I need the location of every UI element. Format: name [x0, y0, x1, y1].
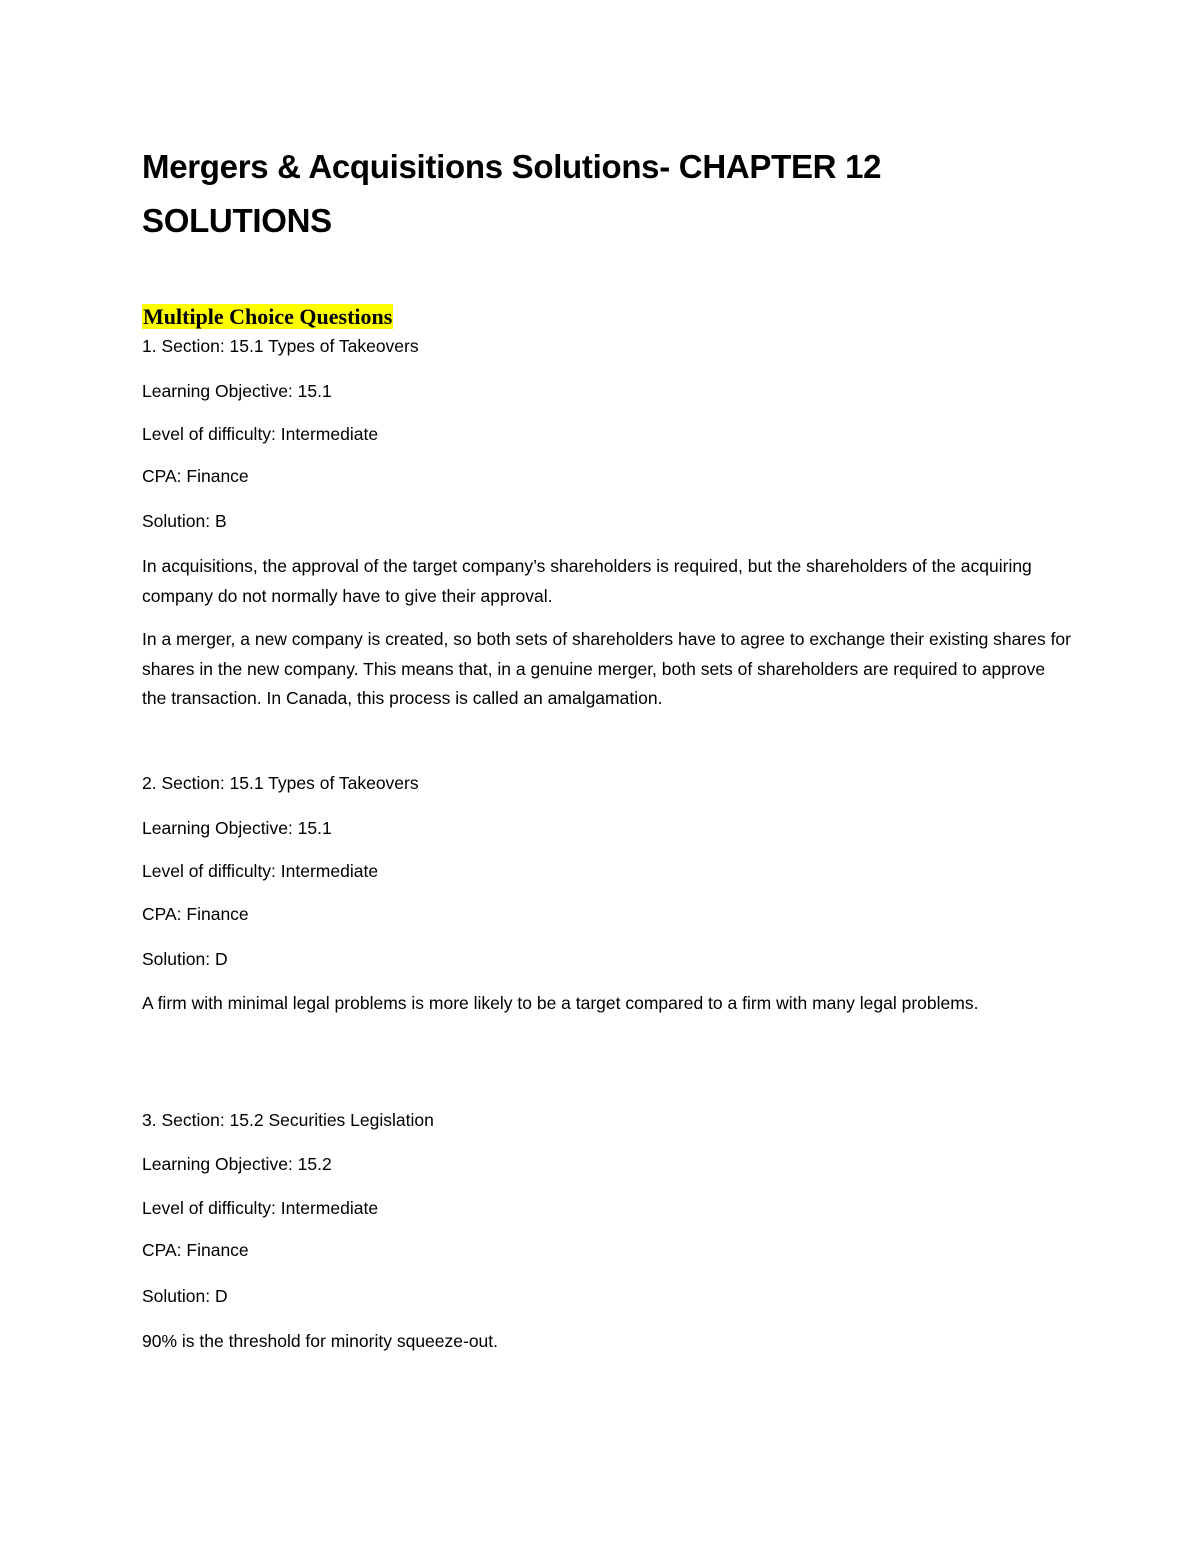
question-1-section: 1. Section: 15.1 Types of Takeovers	[142, 336, 419, 356]
question-2-learning-objective: Learning Objective: 15.1	[142, 818, 332, 838]
document-title: Mergers & Acquisitions Solutions- CHAPTER 12 SOLUTIONS	[142, 148, 882, 239]
question-3-section: 3. Section: 15.2 Securities Legislation	[142, 1110, 434, 1130]
section-heading	[142, 302, 393, 332]
question-3-explanation-1: 90% is the threshold for minority squeeze-out.	[142, 1331, 499, 1351]
question-3-difficulty: Level of difficulty: Intermediate	[142, 1198, 379, 1218]
question-2-solution: Solution: D	[142, 949, 228, 969]
question-3-cpa: CPA: Finance	[142, 1240, 249, 1260]
question-3-learning-objective: Learning Objective: 15.2	[142, 1154, 332, 1174]
question-1-difficulty: Level of difficulty: Intermediate	[142, 424, 379, 444]
question-1-explanation-1: In acquisitions, the approval of the target company’s shareholders is required, but the shareholders of the acquiring company do not normally have to give their approval.	[142, 556, 1032, 606]
section-heading-highlight: Multiple Choice Questions	[143, 304, 393, 329]
question-1-solution: Solution: B	[142, 511, 227, 531]
question-1-explanation-2: In a merger, a new company is created, so both sets of shareholders have to agree to exchange their existing shares for shares in the new company. This means that, in a genuine merger, both sets of shareholders are required to approve the transaction. In Canada, this process is called an amalgamation.	[142, 629, 1071, 708]
question-1-learning-objective: Learning Objective: 15.1	[142, 381, 332, 401]
question-2-section: 2. Section: 15.1 Types of Takeovers	[142, 773, 419, 793]
question-2-cpa: CPA: Finance	[142, 904, 249, 924]
question-2-explanation-1: A firm with minimal legal problems is more likely to be a target compared to a firm with many legal problems.	[142, 993, 979, 1013]
question-3-solution: Solution: D	[142, 1286, 228, 1306]
question-2-difficulty: Level of difficulty: Intermediate	[142, 861, 379, 881]
question-1-cpa: CPA: Finance	[142, 466, 249, 486]
